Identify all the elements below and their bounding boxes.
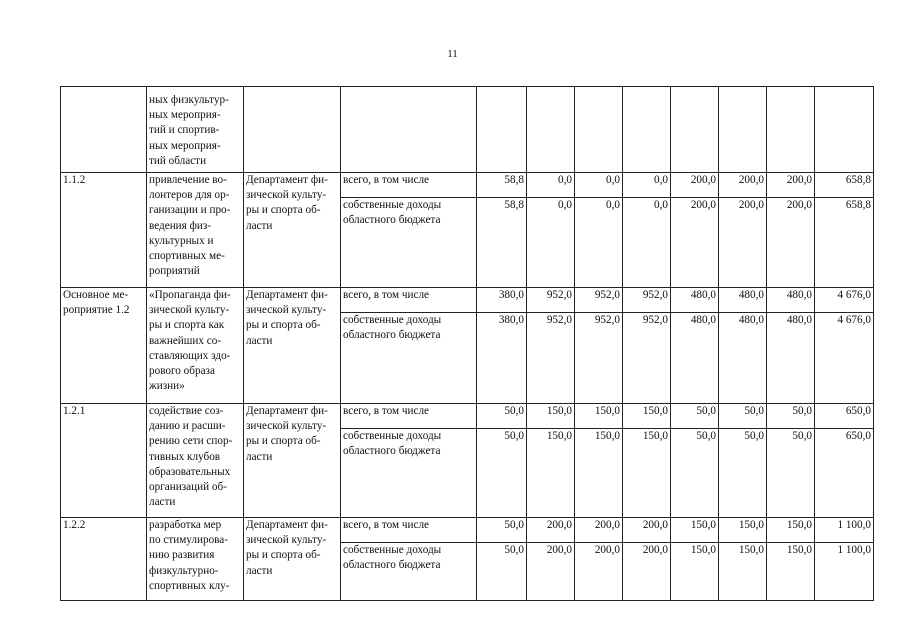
value-cell: 480,0	[671, 313, 719, 404]
category-cell: собственные доходы областного бюджета	[341, 313, 477, 404]
value-cell: 150,0	[623, 429, 671, 518]
value-cell: 150,0	[527, 404, 575, 429]
value-cell: 200,0	[623, 543, 671, 601]
name-cell: привлечение во- лонтеров для ор- ганизации и про- ведения физ- культурных и спортивных ме- роприятий	[147, 173, 244, 288]
value-cell: 380,0	[477, 288, 527, 313]
name-cell: содействие соз- данию и расши- рению сети спор- тивных клубов образовательных организаций об- ласти	[147, 404, 244, 518]
value-cell: 952,0	[527, 288, 575, 313]
value-cell: 150,0	[767, 518, 815, 543]
value-cell: 150,0	[671, 543, 719, 601]
value-cell: 4 676,0	[815, 288, 874, 313]
value-cell: 200,0	[575, 543, 623, 601]
value-cell: 50,0	[477, 518, 527, 543]
page-number: 11	[447, 48, 458, 60]
value-cell: 200,0	[527, 518, 575, 543]
value-cell: 658,8	[815, 198, 874, 288]
value-cell: 200,0	[767, 198, 815, 288]
value-cell: 0,0	[623, 173, 671, 198]
value-cell	[719, 87, 767, 173]
value-cell: 150,0	[623, 404, 671, 429]
value-cell: 480,0	[719, 288, 767, 313]
department-cell: Департамент фи- зической культу- ры и спорта об- ласти	[244, 404, 341, 518]
value-cell: 200,0	[623, 518, 671, 543]
value-cell: 50,0	[477, 404, 527, 429]
value-cell: 0,0	[527, 198, 575, 288]
value-cell: 0,0	[527, 173, 575, 198]
value-cell: 58,8	[477, 173, 527, 198]
category-cell: собственные доходы областного бюджета	[341, 429, 477, 518]
value-cell: 50,0	[719, 429, 767, 518]
table-row	[61, 87, 874, 173]
value-cell: 50,0	[671, 404, 719, 429]
value-cell	[671, 87, 719, 173]
value-cell: 150,0	[575, 429, 623, 518]
value-cell: 952,0	[575, 313, 623, 404]
value-cell: 200,0	[575, 518, 623, 543]
value-cell: 0,0	[623, 198, 671, 288]
table-row	[61, 404, 874, 429]
name-cell: разработка мер по стимулирова- нию развития физкультурно- спортивных клу-	[147, 518, 244, 601]
value-cell: 658,8	[815, 173, 874, 198]
value-cell	[767, 87, 815, 173]
value-cell: 480,0	[719, 313, 767, 404]
category-cell: всего, в том числе	[341, 288, 477, 313]
table-row	[61, 173, 874, 198]
value-cell: 50,0	[767, 429, 815, 518]
category-cell: собственные доходы областного бюджета	[341, 198, 477, 288]
code-cell: 1.2.1	[61, 404, 147, 518]
budget-table	[60, 86, 874, 601]
name-cell: «Пропаганда фи- зической культу- ры и спорта как важнейших со- ставляющих здо- рового образа жизни»	[147, 288, 244, 404]
value-cell	[477, 87, 527, 173]
table-row	[61, 288, 874, 313]
value-cell: 1 100,0	[815, 518, 874, 543]
category-cell: всего, в том числе	[341, 404, 477, 429]
value-cell: 150,0	[575, 404, 623, 429]
value-cell: 200,0	[527, 543, 575, 601]
value-cell: 952,0	[623, 288, 671, 313]
value-cell: 50,0	[671, 429, 719, 518]
value-cell: 4 676,0	[815, 313, 874, 404]
code-cell: 1.2.2	[61, 518, 147, 601]
value-cell: 200,0	[671, 198, 719, 288]
value-cell	[575, 87, 623, 173]
value-cell: 58,8	[477, 198, 527, 288]
value-cell: 952,0	[527, 313, 575, 404]
value-cell: 650,0	[815, 429, 874, 518]
value-cell: 952,0	[623, 313, 671, 404]
category-cell: всего, в том числе	[341, 173, 477, 198]
table-row	[61, 518, 874, 543]
department-cell: Департамент фи- зической культу- ры и спорта об- ласти	[244, 288, 341, 404]
value-cell: 150,0	[767, 543, 815, 601]
code-cell	[61, 87, 147, 173]
value-cell: 650,0	[815, 404, 874, 429]
value-cell: 50,0	[719, 404, 767, 429]
value-cell	[623, 87, 671, 173]
value-cell: 50,0	[477, 543, 527, 601]
value-cell: 480,0	[671, 288, 719, 313]
value-cell: 150,0	[719, 518, 767, 543]
department-cell: Департамент фи- зической культу- ры и спорта об- ласти	[244, 173, 341, 288]
value-cell: 1 100,0	[815, 543, 874, 601]
value-cell: 952,0	[575, 288, 623, 313]
value-cell	[815, 87, 874, 173]
value-cell: 50,0	[767, 404, 815, 429]
value-cell: 200,0	[767, 173, 815, 198]
department-cell	[244, 87, 341, 173]
value-cell: 0,0	[575, 198, 623, 288]
value-cell: 200,0	[719, 198, 767, 288]
value-cell: 150,0	[671, 518, 719, 543]
category-cell: всего, в том числе	[341, 518, 477, 543]
department-cell: Департамент фи- зической культу- ры и спорта об- ласти	[244, 518, 341, 601]
category-cell: собственные доходы областного бюджета	[341, 543, 477, 601]
value-cell: 480,0	[767, 313, 815, 404]
category-cell	[341, 87, 477, 173]
value-cell: 480,0	[767, 288, 815, 313]
code-cell: 1.1.2	[61, 173, 147, 288]
value-cell: 150,0	[527, 429, 575, 518]
value-cell: 0,0	[575, 173, 623, 198]
value-cell: 200,0	[671, 173, 719, 198]
value-cell: 200,0	[719, 173, 767, 198]
code-cell: Основное ме- роприятие 1.2	[61, 288, 147, 404]
value-cell: 150,0	[719, 543, 767, 601]
value-cell: 380,0	[477, 313, 527, 404]
value-cell: 50,0	[477, 429, 527, 518]
name-cell: ных физкультур- ных мероприя- тий и спортив- ных мероприя- тий области	[147, 87, 244, 173]
value-cell	[527, 87, 575, 173]
